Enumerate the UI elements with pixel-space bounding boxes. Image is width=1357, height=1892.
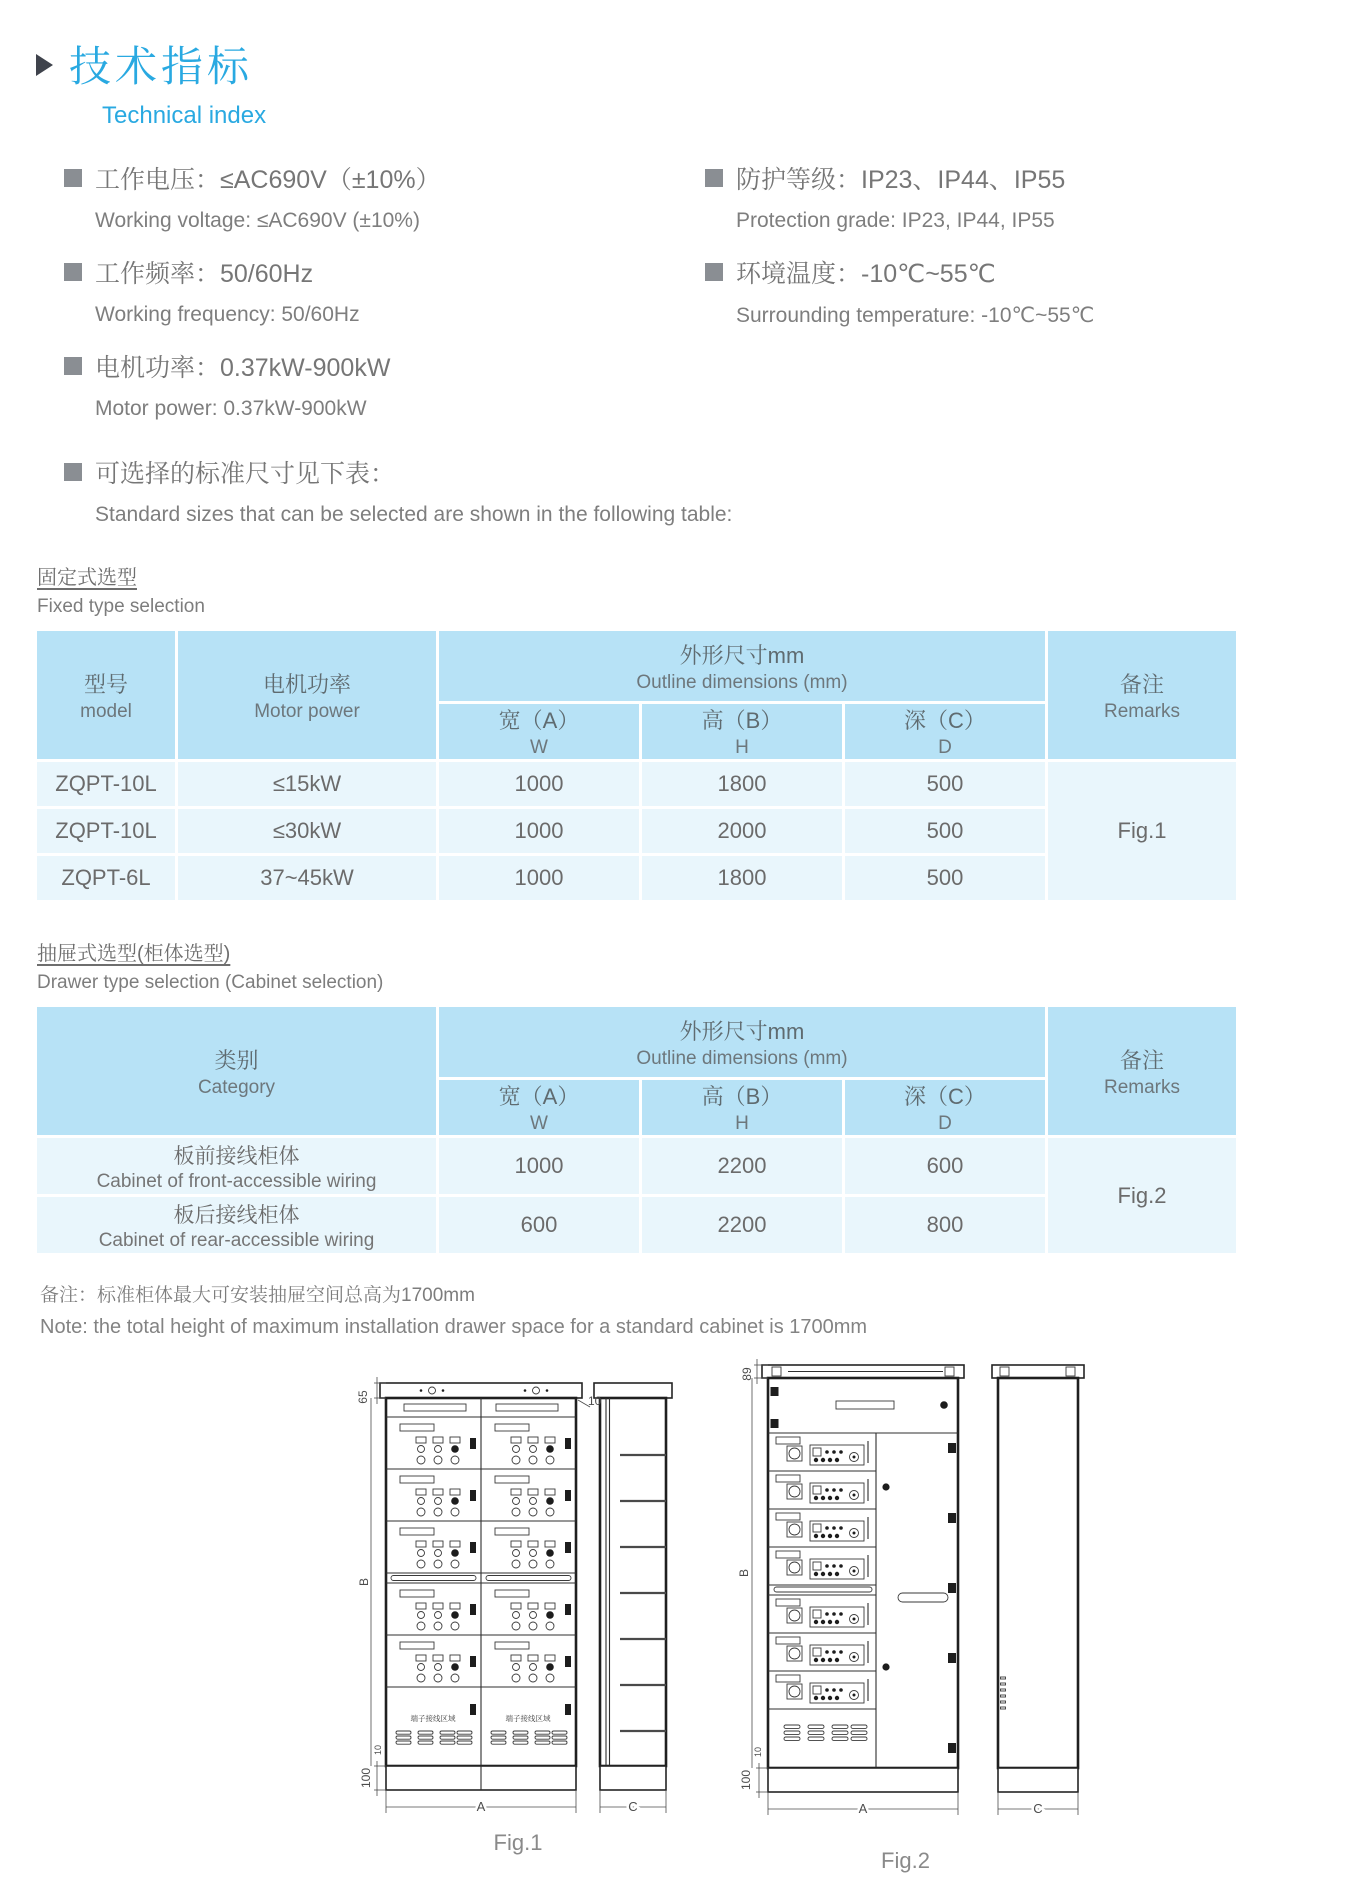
triangle-right-icon xyxy=(36,54,53,76)
drawer-table-label-zh: 抽屉式选型(柜体选型) xyxy=(37,943,231,965)
spec-column-right xyxy=(682,160,1094,442)
page-subtitle: Technical index xyxy=(102,102,267,129)
fig2-dim-vent-offset: 10 xyxy=(753,1746,763,1758)
cell-model: ZQPT-10L xyxy=(37,762,175,806)
spec-en: Surrounding temperature: -10℃~55℃ xyxy=(736,304,1095,327)
fixed-table-label-zh: 固定式选型 xyxy=(37,567,137,589)
spec-zh: 可选择的标准尺寸见下表： xyxy=(95,460,396,488)
cell-height: 1800 xyxy=(642,856,842,900)
cell-power: ≤15kW xyxy=(178,762,436,806)
spec-en: Protection grade: IP23, IP44, IP55 xyxy=(736,209,1055,232)
cell-depth: 600 xyxy=(845,1138,1045,1194)
spec-item-surrounding-temperature xyxy=(705,254,1094,328)
fig1-side-view xyxy=(594,1383,672,1790)
col-header-width: 宽（A） W xyxy=(439,704,639,759)
col-header-model: 型号 model xyxy=(37,631,175,759)
spec-zh: 环境温度：-10℃~55℃ xyxy=(736,260,996,288)
page-header xyxy=(36,34,1357,130)
fixed-table-label xyxy=(37,561,1357,618)
fixed-table-label-en: Fixed type selection xyxy=(37,596,205,617)
table-row xyxy=(37,1138,1236,1194)
spec-en: Working voltage: ≤AC690V (±10%) xyxy=(95,209,420,232)
fig1-dim-width: A xyxy=(476,1799,486,1814)
cell-category: 板后接线柜体 Cabinet of rear-accessible wiring xyxy=(37,1197,436,1253)
fig1-dim-depth: C xyxy=(628,1799,638,1814)
fig2-dim-cap: 89 xyxy=(740,1367,754,1381)
cell-width: 1000 xyxy=(439,856,639,900)
cell-remark: Fig.2 xyxy=(1048,1138,1236,1253)
fig1-terminal-label: 端子接线区域 xyxy=(505,1714,551,1723)
fig2-front-view xyxy=(762,1365,964,1792)
fig1-drawing xyxy=(344,1369,692,1821)
figures-area xyxy=(0,1347,1357,1892)
col-header-outline-dimensions: 外形尺寸mm Outline dimensions (mm) xyxy=(439,631,1045,701)
cell-depth: 500 xyxy=(845,762,1045,806)
cell-height: 2200 xyxy=(642,1197,842,1253)
col-header-remarks: 备注 Remarks xyxy=(1048,631,1236,759)
fixed-type-table xyxy=(34,628,1239,903)
drawer-table-label-en: Drawer type selection (Cabinet selection) xyxy=(37,972,384,993)
fig1-dim-vent-offset: 10 xyxy=(373,1744,383,1756)
cell-depth: 800 xyxy=(845,1197,1045,1253)
cell-height: 2000 xyxy=(642,809,842,853)
col-header-remarks: 备注 Remarks xyxy=(1048,1007,1236,1135)
spec-list xyxy=(64,160,1357,442)
drawer-table-label xyxy=(37,937,1357,994)
cell-width: 1000 xyxy=(439,809,639,853)
fig2-dim-height: B xyxy=(737,1568,751,1578)
cell-width: 600 xyxy=(439,1197,639,1253)
table-row xyxy=(37,762,1236,806)
fig2-caption: Fig.2 xyxy=(881,1848,930,1873)
spec-item-standard-sizes xyxy=(64,454,1357,527)
col-header-depth: 深（C） D xyxy=(845,1080,1045,1135)
cell-power: ≤30kW xyxy=(178,809,436,853)
spec-column-left xyxy=(64,160,682,442)
cell-remark: Fig.1 xyxy=(1048,762,1236,900)
square-bullet-icon xyxy=(705,169,723,187)
col-header-width: 宽（A） W xyxy=(439,1080,639,1135)
square-bullet-icon xyxy=(64,263,82,281)
drawer-type-table xyxy=(34,1004,1239,1256)
fig1-terminal-label: 端子接线区域 xyxy=(410,1714,456,1723)
fig1-caption: Fig.1 xyxy=(493,1830,543,1855)
footnote-en: Note: the total height of maximum installation drawer space for a standard cabinet is 1700mm xyxy=(40,1316,868,1338)
spec-item-working-voltage xyxy=(64,160,682,233)
fig1-front-view xyxy=(380,1383,582,1790)
spec-en: Motor power: 0.37kW-900kW xyxy=(95,397,367,420)
spec-zh: 电机功率：0.37kW-900kW xyxy=(95,354,391,382)
fig2-side-view xyxy=(992,1365,1084,1792)
cell-width: 1000 xyxy=(439,762,639,806)
cell-depth: 500 xyxy=(845,856,1045,900)
fig1-dim-cap: 65 xyxy=(356,1390,370,1404)
cell-power: 37~45kW xyxy=(178,856,436,900)
spec-en: Standard sizes that can be selected are shown in the following table: xyxy=(95,503,733,526)
footnote-zh: 备注：标准柜体最大可安装抽屉空间总高为1700mm xyxy=(40,1285,475,1306)
cell-depth: 500 xyxy=(845,809,1045,853)
fig1-dim-top-offset: 10 xyxy=(588,1394,602,1408)
spec-zh: 工作电压：≤AC690V（±10%） xyxy=(95,166,441,194)
cell-model: ZQPT-10L xyxy=(37,809,175,853)
fig2-drawing xyxy=(708,1347,1103,1839)
spec-en: Working frequency: 50/60Hz xyxy=(95,303,360,326)
cell-category: 板前接线柜体 Cabinet of front-accessible wiring xyxy=(37,1138,436,1194)
spec-item-protection-grade xyxy=(705,160,1094,233)
col-header-height: 高（B） H xyxy=(642,1080,842,1135)
col-header-height: 高（B） H xyxy=(642,704,842,759)
fig2-dim-plinth: 100 xyxy=(739,1769,753,1791)
col-header-motor-power: 电机功率 Motor power xyxy=(178,631,436,759)
spec-item-working-frequency xyxy=(64,254,682,327)
cell-height: 1800 xyxy=(642,762,842,806)
col-header-outline-dimensions: 外形尺寸mm Outline dimensions (mm) xyxy=(439,1007,1045,1077)
spec-item-motor-power xyxy=(64,348,682,421)
fig2-dim-depth: C xyxy=(1033,1801,1043,1816)
fig1-dim-height: B xyxy=(357,1577,371,1587)
cell-height: 2200 xyxy=(642,1138,842,1194)
cell-width: 1000 xyxy=(439,1138,639,1194)
fig2-dim-width: A xyxy=(858,1801,868,1816)
figure-1 xyxy=(344,1369,692,1856)
spec-zh: 工作频率：50/60Hz xyxy=(95,260,314,288)
cell-model: ZQPT-6L xyxy=(37,856,175,900)
fig1-dim-plinth: 100 xyxy=(359,1767,373,1789)
page-title: 技术指标 xyxy=(69,43,254,90)
square-bullet-icon xyxy=(64,463,82,481)
square-bullet-icon xyxy=(705,263,723,281)
col-header-depth: 深（C） D xyxy=(845,704,1045,759)
col-header-category: 类别 Category xyxy=(37,1007,436,1135)
table-footnote xyxy=(40,1280,1357,1339)
square-bullet-icon xyxy=(64,169,82,187)
spec-zh: 防护等级：IP23、IP44、IP55 xyxy=(736,166,1066,194)
figure-2 xyxy=(708,1347,1103,1874)
square-bullet-icon xyxy=(64,357,82,375)
catalog-page xyxy=(0,34,1357,1873)
